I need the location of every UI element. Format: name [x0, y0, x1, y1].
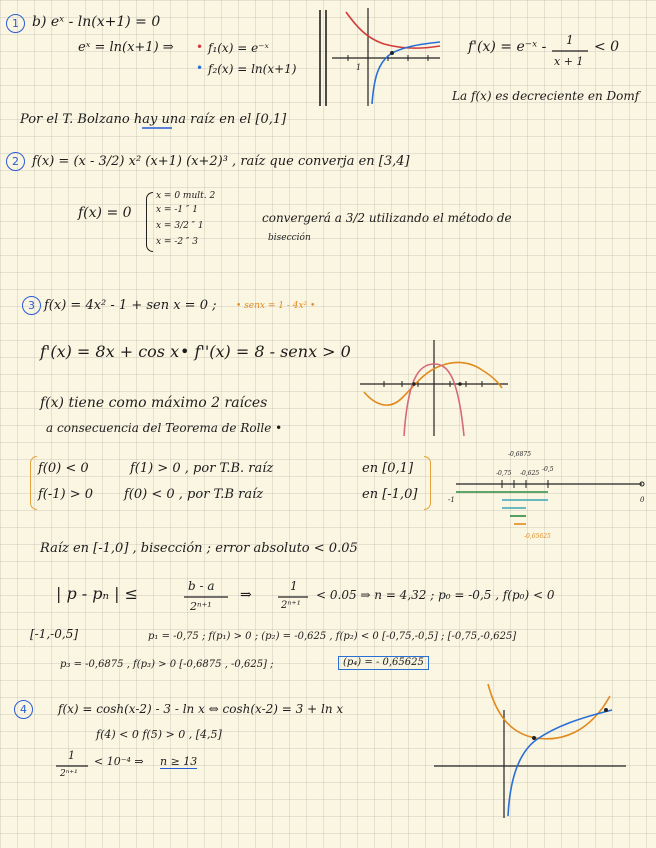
p4-frac-num: 1 — [68, 749, 75, 762]
p1-graph — [332, 8, 444, 108]
p2-fx0: f(x) = 0 — [78, 205, 132, 221]
p1-deriv-tail: < 0 — [594, 39, 620, 55]
p3-nl-c: -0,5 — [542, 466, 554, 473]
p3-nl-top: -0,6875 — [508, 451, 532, 458]
p1-equation: b) eˣ - ln(x+1) = 0 — [32, 14, 161, 30]
p2-equation: f(x) = (x - 3/2) x² (x+1) (x+2)³ , raíz que converja en [3,4] — [32, 154, 410, 169]
p3-iter-2-result: (p₄) = - 0,65625 — [338, 656, 429, 670]
p3-nl-bottom: -0,65625 — [524, 533, 551, 540]
p3-err-frac2-den: 2ⁿ⁺¹ — [281, 600, 301, 611]
p3-cond-2c: en [-1,0] — [362, 487, 418, 502]
p3-err-frac1-line — [184, 596, 228, 598]
p3-cond-2b: f(0) < 0 , por T.B raíz — [124, 487, 264, 502]
p4-frac-line — [56, 765, 88, 767]
p3-cond-1b: f(1) > 0 , por T.B. raíz — [130, 461, 274, 476]
p4-graph — [430, 680, 630, 820]
p1-frac-den: x + 1 — [554, 55, 584, 68]
p4-condition: f(4) < 0 f(5) > 0 , [4,5] — [96, 728, 222, 741]
p3-max-roots-2: a consecuencia del Teorema de Rolle • — [46, 421, 283, 435]
p3-cond-1c: en [0,1] — [362, 461, 414, 476]
p1-bolzano: Por el T. Bolzano hay una raíz en el [0,1] — [20, 112, 287, 127]
p2-root-2: x = 3/2 ″ 1 — [156, 221, 204, 231]
p1-frac-num: 1 — [566, 33, 574, 47]
problem-number-2: 2 — [6, 152, 25, 171]
p3-max-roots-1: f(x) tiene como máximo 2 raíces — [40, 395, 268, 411]
p3-number-line — [452, 448, 648, 538]
p1-underline — [142, 127, 172, 129]
p3-err-frac2-num: 1 — [290, 579, 298, 593]
problem-number-3: 3 — [22, 296, 41, 315]
problem-number-1: 1 — [6, 14, 25, 33]
p3-err-frac2-line — [278, 596, 308, 598]
red-bullet-icon: • — [196, 40, 204, 54]
p3-brace-left — [30, 456, 37, 510]
p3-iter-1b: p₁ = -0,75 ; f(p₁) > 0 ; (p₂) = -0,625 , f(p₂) < 0 [-0,75,-0,5] ; [-0,75,-0,625] — [148, 631, 517, 642]
p3-iter-1: [-1,-0,5] — [30, 627, 79, 641]
p1-f1: f₁(x) = e⁻ˣ — [208, 41, 269, 55]
p2-root-1: x = -1 ″ 1 — [156, 205, 198, 215]
p3-equation: f(x) = 4x² - 1 + sen x = 0 ; — [44, 298, 217, 313]
p3-nl-left: -1 — [448, 496, 455, 504]
p4-equation: f(x) = cosh(x-2) - 3 - ln x ⇔ cosh(x-2) = 3 + ln x — [58, 702, 344, 716]
p3-derivative-2: • f''(x) = 8 - senx > 0 — [180, 342, 351, 361]
p3-err-tail: < 0.05 ⇒ n = 4,32 ; p₀ = -0,5 , f(p₀) < 0 — [316, 588, 555, 602]
p4-result: n ≥ 13 — [160, 755, 198, 768]
p3-err-arrow: ⇒ — [240, 587, 252, 603]
problem-number-4: 4 — [14, 700, 33, 719]
p1-separator — [318, 8, 330, 108]
p3-raiz: Raíz en [-1,0] , bisección ; error absoluto < 0.05 — [40, 541, 358, 556]
p3-nl-b: -0,625 — [520, 470, 540, 477]
p1-note: La f(x) es decreciente en Domf — [452, 89, 640, 103]
p4-frac-den: 2ⁿ⁺¹ — [60, 769, 78, 779]
p2-brace — [146, 192, 153, 252]
p3-err-frac1-num: b - a — [188, 579, 215, 593]
p3-err-frac1-den: 2ⁿ⁺¹ — [190, 600, 212, 613]
p2-root-3: x = -2 ″ 3 — [156, 237, 198, 247]
p4-tail: < 10⁻⁴ ⇒ — [94, 755, 144, 768]
p3-derivative-1: f'(x) = 8x + cos x — [40, 342, 180, 361]
p1-f2: f₂(x) = ln(x+1) — [208, 62, 297, 76]
p3-cond-2a: f(-1) > 0 — [38, 487, 94, 502]
p1-equation-2: eˣ = ln(x+1) ⇒ — [78, 40, 174, 55]
p3-error-lhs: | p - pₙ | ≤ — [56, 584, 138, 603]
p3-nl-right: 0 — [640, 496, 645, 504]
p3-graph — [360, 336, 510, 438]
p2-biseccion: bisección — [268, 233, 311, 243]
p3-equation-alt: • senx = 1 - 4x² • — [236, 301, 316, 311]
p1-graph-tick: 1 — [356, 63, 362, 72]
p2-root-0: x = 0 mult. 2 — [156, 191, 216, 201]
p1-frac-line — [552, 50, 588, 52]
p3-cond-1a: f(0) < 0 — [38, 461, 89, 476]
p3-brace-right — [424, 456, 431, 510]
p1-derivative: f'(x) = e⁻ˣ - — [468, 39, 547, 55]
p3-nl-a: -0,75 — [496, 470, 512, 477]
blue-bullet-icon: • — [196, 61, 204, 75]
p2-convergence: convergerá a 3/2 utilizando el método de — [262, 211, 512, 225]
p3-iter-2: p₃ = -0,6875 , f(p₃) > 0 [-0,6875 , -0,625] ; — [60, 659, 274, 670]
